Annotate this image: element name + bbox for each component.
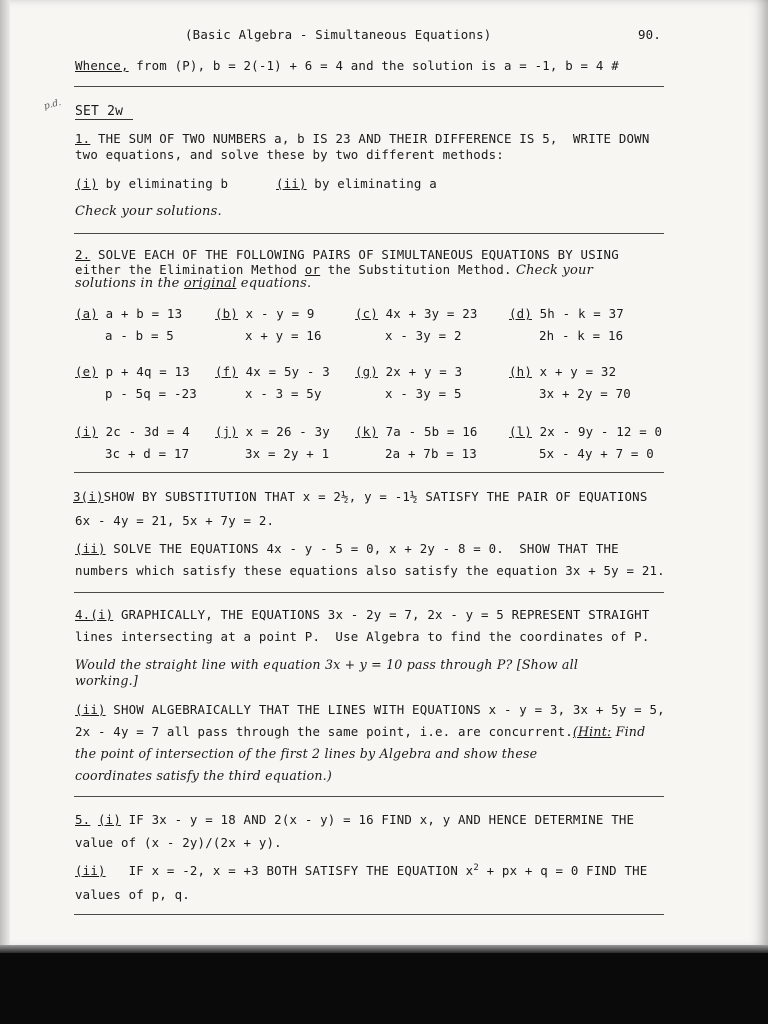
- q5-part-ii-text-b: + px + q = 0 FIND THE: [478, 863, 648, 879]
- q2-pair-label: (f): [215, 364, 238, 379]
- q5-part-ii-label: (ii): [75, 863, 106, 879]
- q2-pair-equation-2: 3x + 2y = 70: [539, 386, 631, 401]
- q4-line2: lines intersecting at a point P. Use Algebra to find the coordinates of P.: [75, 629, 650, 644]
- q2-pair-equation-1: x + y = 32: [531, 364, 617, 379]
- q3-part-ii-text: SOLVE THE EQUATIONS 4x - y - 5 = 0, x + 2y - 8 = 0. SHOW THAT THE: [105, 541, 619, 556]
- q4-hint-label: (Hint:: [572, 724, 612, 739]
- q2-pair-eq1: [215, 306, 315, 321]
- q5-line2: value of (x - 2y)/(2x + y).: [75, 835, 282, 850]
- q2-pair-label: (h): [509, 364, 532, 379]
- divider: [74, 796, 664, 797]
- q3-number: 3(i): [73, 489, 104, 504]
- q2-pair-label: (d): [509, 306, 532, 321]
- divider: [74, 233, 664, 234]
- margin-handwritten-note: p.d.: [42, 97, 63, 113]
- q2-pair-equation-2: x - 3y = 5: [385, 386, 462, 401]
- q2-pair-equation-2: 3c + d = 17: [105, 446, 190, 461]
- divider: [74, 472, 664, 473]
- q2-pair-eq1: [509, 424, 662, 439]
- q1-part-i: [75, 176, 228, 191]
- q3-line1: [73, 489, 648, 504]
- q2-pair-eq1: [355, 364, 462, 379]
- q1-part-ii-label: (ii): [276, 176, 307, 191]
- q4-part-ii-text: SHOW ALGEBRAICALLY THAT THE LINES WITH EQUATIONS x - y = 3, 3x + 5y = 5,: [105, 702, 665, 717]
- q1-part-i-text: by eliminating b: [97, 176, 229, 191]
- q2-pair-eq1: [355, 424, 478, 439]
- page-binding-shadow: [0, 0, 10, 948]
- q1-text-1: THE SUM OF TWO NUMBERS a, b IS 23 AND THEIR DIFFERENCE IS 5, WRITE DOWN: [90, 131, 650, 146]
- q4-italic1: Would the straight line with equation 3x + y = 10 pass through P? [Show all: [75, 657, 579, 672]
- q5-number: 5.: [75, 812, 91, 827]
- q2-pair-equation-2: 3x = 2y + 1: [245, 446, 330, 461]
- q2-pair-label: (e): [75, 364, 98, 379]
- q2-pair-equation-2: 2h - k = 16: [539, 328, 624, 343]
- q4-part-ii-label: (ii): [75, 702, 106, 717]
- q3-part-ii-line1: [75, 541, 619, 556]
- q4-hint-rest: Find: [611, 724, 646, 739]
- q2-pair-equation-1: x - y = 9: [237, 306, 315, 321]
- page-bottom-edge: [0, 945, 768, 953]
- q4-part-ii-text-2: 2x - 4y = 7 all pass through the same point, i.e. are concurrent.: [75, 724, 573, 739]
- q1-line2: two equations, and solve these by two different methods:: [75, 147, 504, 162]
- q2-pair-label: (a): [75, 306, 98, 321]
- q2-pair-equation-1: 2x + y = 3: [377, 364, 463, 379]
- q1-part-ii-text: by eliminating a: [306, 176, 437, 191]
- page-number: 90.: [638, 27, 661, 42]
- whence-rest: from (P), b = 2(-1) + 6 = 4 and the solution is a = -1, b = 4 #: [128, 58, 619, 73]
- q2-pair-label: (b): [215, 306, 238, 321]
- q2-pair-eq1: [75, 424, 190, 439]
- q2-pair-eq1: [509, 364, 616, 379]
- q3-part-ii-label: (ii): [75, 541, 106, 556]
- q1-part-i-label: (i): [75, 176, 98, 191]
- q3-text-1: SHOW BY SUBSTITUTION THAT x = 2½, y = -1½ SATISFY THE PAIR OF EQUATIONS: [103, 489, 648, 504]
- q4-hint-line3: coordinates satisfy the third equation.): [75, 768, 332, 783]
- q2-text-1: SOLVE EACH OF THE FOLLOWING PAIRS OF SIMULTANEOUS EQUATIONS BY USING: [90, 247, 619, 262]
- q2-pair-label: (l): [509, 424, 532, 439]
- whence-lead: Whence,: [75, 58, 129, 73]
- q5-line4: values of p, q.: [75, 887, 190, 902]
- q2-check: Check your: [511, 263, 594, 278]
- q5-line1: [75, 812, 634, 827]
- q2-pair-eq1: [355, 306, 478, 321]
- q2-pair-label: (i): [75, 424, 98, 439]
- q2-pair-equation-1: 4x + 3y = 23: [377, 306, 478, 321]
- q4-part-i-label: (i): [90, 607, 114, 622]
- q2-pair-label: (j): [215, 424, 238, 439]
- q2-pair-equation-2: 5x - 4y + 7 = 0: [539, 446, 654, 461]
- q2-pair-equation-2: x - 3 = 5y: [245, 386, 322, 401]
- q4-part-ii-line2: [75, 724, 645, 739]
- q2-pair-label: (c): [355, 306, 378, 321]
- q1-number: 1.: [75, 131, 91, 146]
- q2-number: 2.: [75, 247, 91, 262]
- divider: [74, 914, 664, 915]
- set-title: SET 2w: [75, 104, 133, 120]
- q2-pair-label: (k): [355, 424, 378, 439]
- divider: [74, 592, 664, 593]
- q2-pair-label: (g): [355, 364, 378, 379]
- q2-pair-equation-1: 7a - 5b = 16: [377, 424, 478, 439]
- q4-hint: [573, 724, 646, 739]
- q2-line1: [75, 247, 619, 262]
- q2-pair-equation-2: 2a + 7b = 13: [385, 446, 477, 461]
- q2-pair-eq1: [215, 364, 330, 379]
- q2-pair-equation-2: x + y = 16: [245, 328, 322, 343]
- q2-pair-eq1: [509, 306, 624, 321]
- whence-line: [75, 58, 619, 73]
- q2-or: or: [304, 262, 321, 277]
- q5-part-i-label: (i): [98, 812, 121, 827]
- divider: [74, 86, 664, 87]
- q2-pair-equation-1: 4x = 5y - 3: [237, 364, 330, 379]
- q2-pair-equation-1: a + b = 13: [97, 306, 183, 321]
- q4-italic2: working.]: [75, 673, 138, 688]
- q2-pair-equation-2: x - 3y = 2: [385, 328, 462, 343]
- q2-text-3b: equations.: [236, 276, 312, 291]
- q2-line3: [75, 276, 311, 291]
- q5-part-ii-text-a: IF x = -2, x = +3 BOTH SATISFY THE EQUATION x: [105, 863, 474, 879]
- q2-text-2b: the Substitution Method.: [320, 262, 512, 277]
- q3-part-ii-line2: numbers which satisfy these equations also satisfy the equation 3x + 5y = 21.: [75, 563, 665, 578]
- q2-original: original: [183, 276, 237, 291]
- q2-pair-eq1: [75, 364, 190, 379]
- q4-line1: [75, 607, 650, 622]
- q2-text-2a: either the Elimination Method: [75, 262, 305, 277]
- q4-text-1: GRAPHICALLY, THE EQUATIONS 3x - 2y = 7, 2x - y = 5 REPRESENT STRAIGHT: [113, 607, 650, 622]
- q2-pair-equation-1: 5h - k = 37: [531, 306, 624, 321]
- q5-text-1: IF 3x - y = 18 AND 2(x - y) = 16 FIND x, y AND HENCE DETERMINE THE: [120, 812, 635, 827]
- q4-part-ii-line1: [75, 702, 665, 717]
- q2-pair-equation-2: p - 5q = -23: [105, 386, 197, 401]
- q5-part-ii: [75, 863, 647, 878]
- q2-pair-equation-1: x = 26 - 3y: [237, 424, 330, 439]
- q2-text-3a: solutions in the: [75, 276, 184, 291]
- q4-number: 4.: [75, 607, 91, 622]
- q2-pair-equation-1: 2x - 9y - 12 = 0: [531, 424, 663, 439]
- q4-hint-line2: the point of intersection of the first 2 lines by Algebra and show these: [75, 746, 538, 761]
- q2-pair-eq1: [215, 424, 330, 439]
- q1-part-ii: [276, 176, 437, 191]
- q5-exponent: 2: [473, 863, 479, 873]
- q3-line2: 6x - 4y = 21, 5x + 7y = 2.: [75, 513, 275, 528]
- q2-pair-equation-1: 2c - 3d = 4: [97, 424, 190, 439]
- q2-pair-equation-2: a - b = 5: [105, 328, 174, 343]
- q1-check: Check your solutions.: [75, 204, 222, 219]
- q2-pair-equation-1: p + 4q = 13: [97, 364, 190, 379]
- page-header-title: (Basic Algebra - Simultaneous Equations): [185, 27, 492, 42]
- q1-line1: [75, 131, 650, 146]
- q2-pair-eq1: [75, 306, 182, 321]
